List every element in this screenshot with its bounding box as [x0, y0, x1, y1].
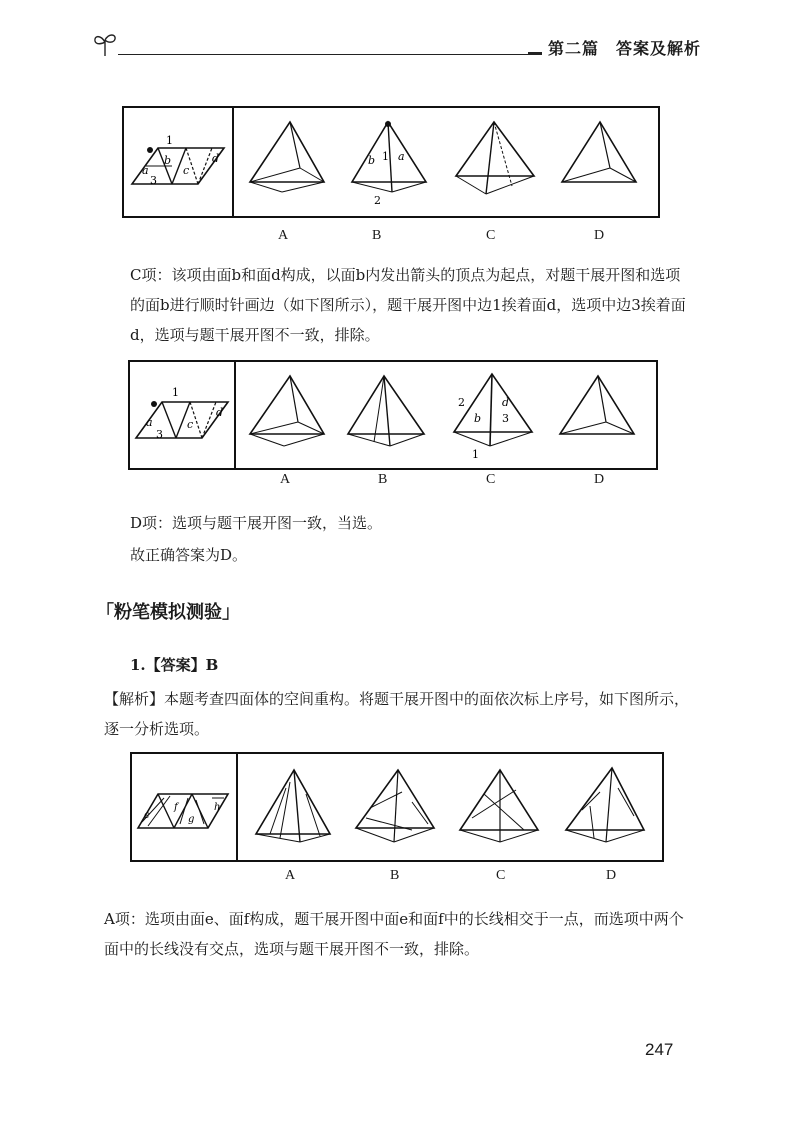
face-f-mark: f: [174, 802, 178, 813]
fig2-label-d: D: [594, 472, 605, 487]
figure-1: [122, 106, 660, 218]
fig1-label-d: D: [594, 228, 605, 243]
fig3-label-b: B: [390, 868, 400, 883]
fig3-label-d: D: [606, 868, 617, 883]
header-title: 第二篇 答案及解析: [548, 39, 702, 58]
fig2-label-a: A: [280, 472, 291, 487]
fig2-face-a-mark: a: [146, 416, 153, 429]
fig2-face-d-mark: d: [216, 406, 224, 419]
unfolded-net-3: [134, 764, 234, 854]
face-a-mark-opt: a: [398, 150, 405, 163]
face-b-mark-opt: b: [368, 154, 376, 167]
fig1-label-b: B: [372, 228, 382, 243]
fig3-label-a: A: [285, 868, 296, 883]
fig2-edge-3-mark: 3: [156, 428, 163, 441]
fig3-option-a-tetrahedron: [250, 758, 338, 854]
fig2-edge-2-mark: 2: [458, 396, 465, 409]
section-title: 「粉笔模拟测验」: [96, 602, 240, 623]
fig2-label-b: B: [378, 472, 388, 487]
option-a-tetrahedron: [242, 112, 332, 208]
paragraph-option-a: A项：选项由面e、面f构成，题干展开图中面e和面f中的长线相交于一点，而选项中两个面中的长线没有交点，选项与题干展开图不一致，排除。: [104, 910, 684, 958]
fig2-option-a-tetrahedron: [242, 366, 332, 462]
face-b-mark: b: [164, 154, 172, 167]
header-rule-accent: [528, 52, 542, 55]
fig1-label-a: A: [278, 228, 289, 243]
fig3-option-d-tetrahedron: [560, 758, 650, 854]
fig3-label-c: C: [496, 868, 506, 883]
face-a-mark: a: [142, 164, 149, 177]
header-rule: [118, 54, 528, 55]
face-e-mark: e: [144, 810, 150, 821]
sprout-icon: [92, 30, 118, 58]
paragraph-option-c: C项：该项由面b和面d构成，以面b内发出箭头的顶点为起点，对题干展开图和选项的面b进行顺时针画边（如下图所示），题干展开图中边1挨着面d，选项中边3挨着面d，选项与题干展开图不一致，排除。: [130, 266, 686, 344]
option-b-tetrahedron: [348, 112, 438, 208]
figure-2: [128, 360, 658, 470]
page-number: 247: [645, 1040, 674, 1059]
face-c-mark: c: [183, 164, 190, 177]
edge-3-mark: 3: [150, 174, 157, 187]
fig2-label-c: C: [486, 472, 496, 487]
fig2-option-b-tetrahedron: [344, 366, 434, 462]
fig1-label-c: C: [486, 228, 496, 243]
face-d-mark: d: [212, 152, 220, 165]
paragraph-option-d: D项：选项与题干展开图一致，当选。: [130, 514, 383, 532]
fig3-option-c-tetrahedron: [454, 758, 544, 854]
fig2-face-d-mark-opt: d: [502, 396, 510, 409]
face-g-mark: g: [188, 814, 195, 825]
fig3-option-b-tetrahedron: [350, 758, 440, 854]
figure-3: [130, 752, 664, 862]
paragraph-answer: 故正确答案为D。: [130, 546, 248, 564]
edge-1-mark: 1: [166, 134, 173, 147]
fig2-face-c-mark: c: [187, 418, 194, 431]
answer-line: 1.【答案】B: [130, 656, 219, 674]
unfolded-net-1: [128, 112, 230, 212]
fig2-edge-1-mark-opt: 1: [472, 448, 479, 461]
edge-2-mark-opt: 2: [374, 194, 381, 207]
fig2-edge-1-mark: 1: [172, 386, 179, 399]
option-c-tetrahedron: [452, 112, 542, 208]
unfolded-net-2: [132, 366, 234, 466]
fig2-option-c-tetrahedron: [450, 366, 540, 462]
fig2-edge-3-mark-opt: 3: [502, 412, 509, 425]
option-d-tetrahedron: [554, 112, 644, 208]
edge-1-mark-opt: 1: [382, 150, 389, 163]
fig2-option-d-tetrahedron: [552, 366, 642, 462]
analysis-paragraph: 【解析】本题考查四面体的空间重构。将题干展开图中的面依次标上序号，如下图所示，逐一分析选项。: [104, 690, 690, 738]
face-h-mark: h: [214, 802, 221, 813]
fig2-face-b-mark: b: [474, 412, 482, 425]
